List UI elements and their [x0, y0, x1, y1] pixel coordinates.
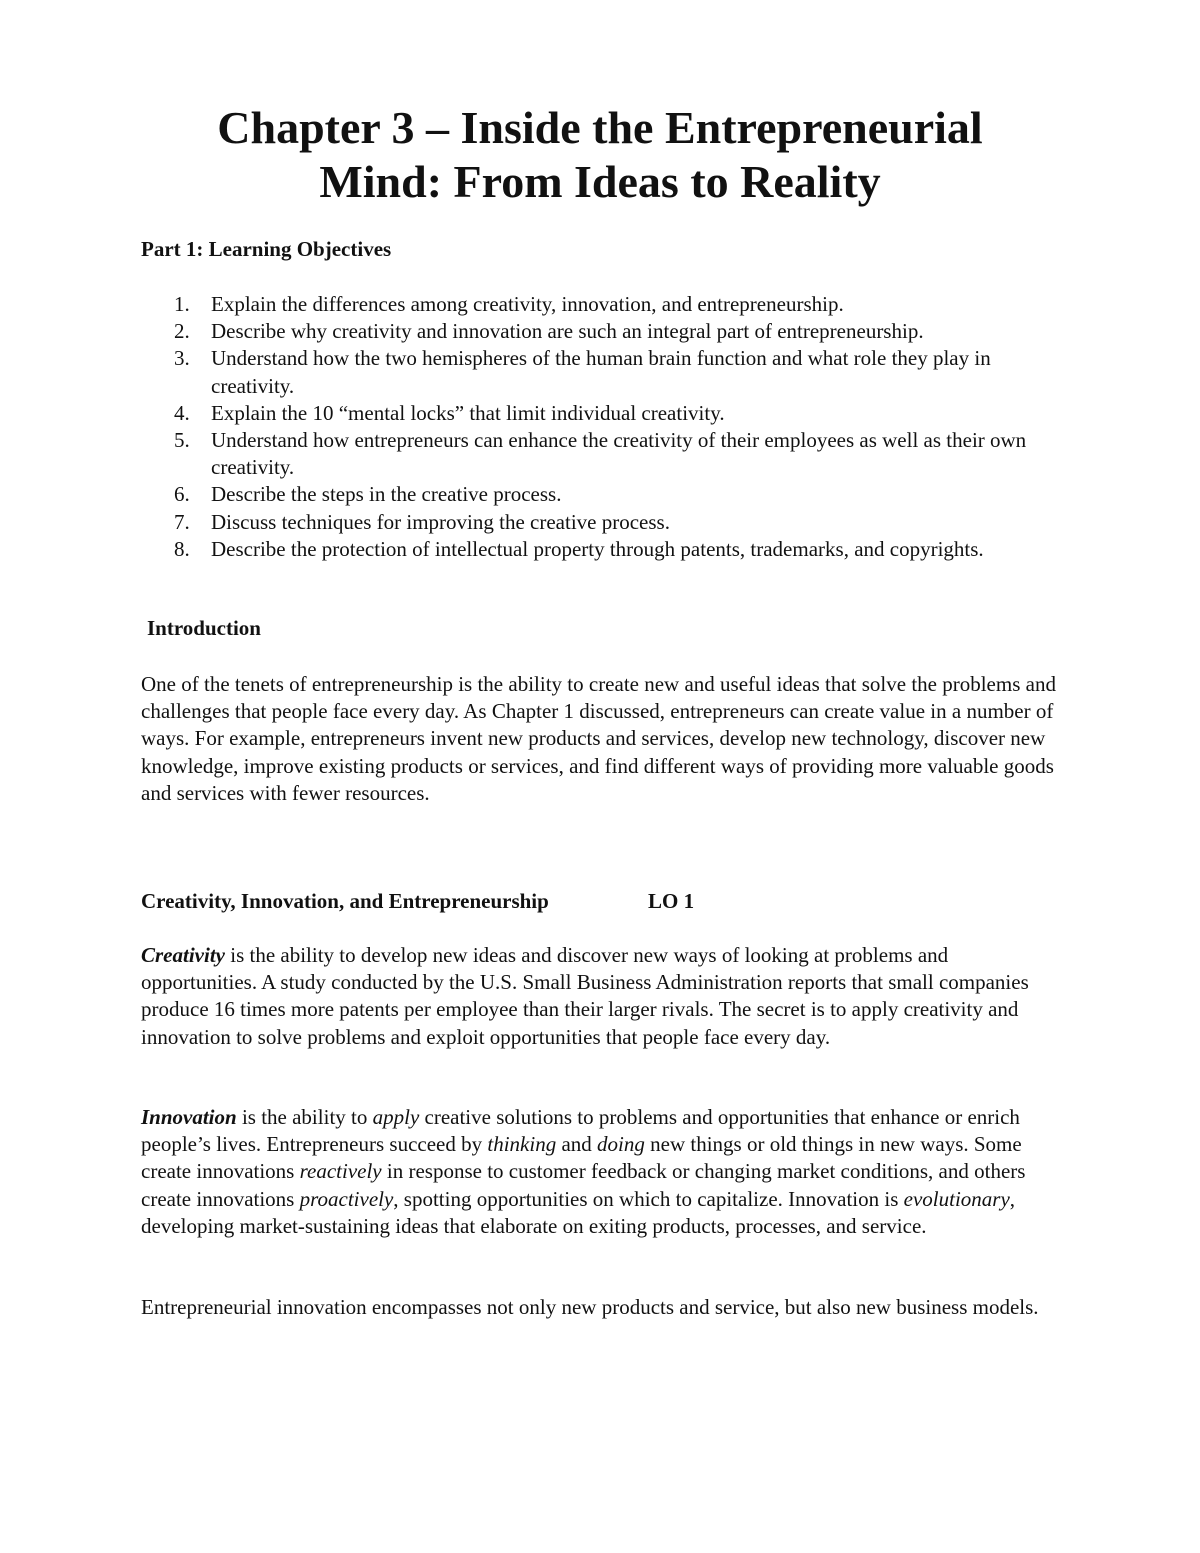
list-item-text: Explain the differences among creativity, innovation, and entrepreneurship.: [211, 292, 844, 316]
innovation-text: is the ability to: [236, 1105, 373, 1129]
list-item: [141, 509, 1041, 536]
list-item: [141, 427, 1041, 481]
innovation-text: and: [556, 1132, 598, 1157]
introduction-heading: Introduction: [147, 616, 261, 640]
list-item-number: 2.: [174, 319, 190, 344]
list-item-number: 8.: [174, 536, 190, 561]
innovation-text: creative solutions to problems and opportunities that enhance or enrich people’s lives. Entrepreneurs succeed by: [141, 1105, 1020, 1157]
list-item-text: Understand how entrepreneurs can enhance the creativity of their employees as well as their own creativity.: [211, 428, 1027, 480]
creativity-innovation-heading: Creativity, Innovation, and Entrepreneurship: [141, 889, 549, 913]
list-item-text: Describe why creativity and innovation are such an integral part of entrepreneurship.: [211, 319, 924, 344]
chapter-title-line-2: Mind: From Ideas to Reality: [319, 156, 881, 207]
creativity-text: is the ability to develop new ideas and discover new ways of looking at problems and opportunities. A study conducted by the U.S. Small Business Administration reports that small companies produce 16 times more patents per employee than their larger rivals. The secret is to apply creativity and innovation to solve problems and exploit opportunities that people face every day.: [141, 943, 1029, 1049]
innovation-text: , spotting opportunities on which to capitalize. Innovation is: [393, 1186, 904, 1211]
innovation-term: Innovation: [141, 1105, 237, 1129]
learning-objective-tag: LO 1: [648, 889, 695, 913]
closing-paragraph: Entrepreneurial innovation encompasses not only new products and service, but also new business models.: [141, 1295, 1039, 1319]
list-item-text: Describe the steps in the creative process.: [211, 482, 562, 507]
innovation-text: new things or old things in new ways. Some create innovations: [141, 1132, 1022, 1184]
list-item-number: 1.: [174, 292, 190, 316]
list-item-number: 3.: [174, 346, 190, 371]
list-item-number: 4.: [174, 400, 190, 425]
innovation-text: , developing market-sustaining ideas that elaborate on exiting products, processes, and service.: [141, 1186, 1016, 1238]
list-item-number: 5.: [174, 428, 190, 453]
list-item: [141, 291, 1041, 318]
list-item-text: Explain the 10 “mental locks” that limit individual creativity.: [211, 400, 725, 425]
chapter-title-line-1: Chapter 3 – Inside the Entrepreneurial: [217, 102, 983, 153]
list-item-number: 7.: [174, 509, 190, 534]
list-item: [141, 318, 1041, 345]
learning-objectives-heading: Part 1: Learning Objectives: [141, 237, 392, 261]
chapter-title: [0, 101, 1200, 209]
innovation-emphasis: proactively: [299, 1186, 394, 1211]
innovation-emphasis: thinking: [487, 1132, 557, 1157]
creativity-paragraph: [141, 942, 1061, 1051]
innovation-emphasis: doing: [597, 1132, 645, 1157]
list-item-text: Describe the protection of intellectual property through patents, trademarks, and copyrights.: [211, 536, 984, 561]
list-item-text: Discuss techniques for improving the creative process.: [211, 509, 670, 534]
creativity-term: Creativity: [141, 943, 225, 967]
innovation-emphasis: evolutionary: [903, 1186, 1010, 1211]
list-item: [141, 400, 1041, 427]
list-item: [141, 481, 1041, 508]
introduction-paragraph: One of the tenets of entrepreneurship is the ability to create new and useful ideas that solve the problems and challenges that people face every day. As Chapter 1 discussed, entrepreneurs can create value in a number of ways. For example, entrepreneurs invent new products and services, develop new technology, discover new knowledge, improve existing products or services, and find different ways of providing more valuable goods and services with fewer resources.: [141, 672, 1056, 805]
innovation-emphasis: reactively: [299, 1159, 382, 1184]
list-item: [141, 536, 1041, 563]
list-item-number: 6.: [174, 482, 190, 507]
list-item: [141, 345, 1041, 399]
innovation-emphasis: apply: [372, 1105, 420, 1129]
innovation-text: in response to customer feedback or changing market conditions, and others create innovations: [141, 1159, 1026, 1211]
list-item-text: Understand how the two hemispheres of the human brain function and what role they play in creativity.: [211, 346, 991, 398]
innovation-paragraph: [141, 1104, 1061, 1240]
learning-objectives-list: [141, 291, 1041, 563]
